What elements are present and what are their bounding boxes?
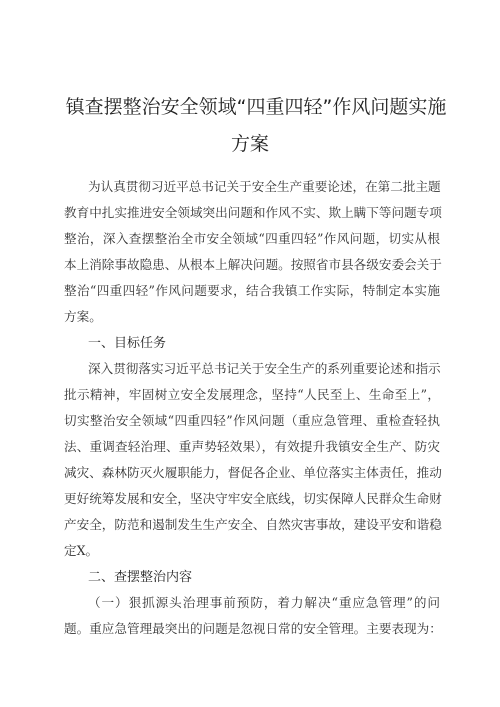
document-title-line-2: 方案: [230, 133, 269, 155]
intro-line: 本上消除事故隐患、从根本上解决问题。按照省市县各级安委会关于: [64, 257, 442, 272]
section1-line: 法、重调查轻治理、重声势轻效果），有效提升我镇安全生产、防灾: [64, 439, 440, 454]
section2-line: 题。重应急管理最突出的问题是忽视日常的安全管理。主要表现为：: [64, 621, 442, 636]
section1-line: 深入贯彻落实习近平总书记关于安全生产的系列重要论述和指示: [88, 361, 441, 376]
section1-line: 产安全，防范和遏制发生生产安全、自然灾害事故，建设平安和谐稳: [64, 517, 442, 532]
intro-line: 为认真贯彻习近平总书记关于安全生产重要论述，在第二批主题: [88, 179, 441, 194]
section1-line: 批示精神，牢固树立安全发展理念，坚持“人民至上、生命至上”，: [64, 387, 440, 402]
document-title-line-1: 镇查摆整治安全领域“四重四轻”作风问题实施: [65, 96, 447, 118]
intro-line: 整治，深入查摆整治全市安全领域“四重四轻”作风问题，切实从根: [64, 231, 440, 246]
section-heading-inspection: 二、查摆整治内容: [88, 570, 193, 585]
section1-line: 切实整治安全领域“四重四轻”作风问题（重应急管理、重检查轻执: [64, 413, 440, 428]
section2-line: （一）狠抓源头治理事前预防，着力解决“重应急管理”的问: [88, 595, 440, 610]
intro-line: 方案。: [64, 309, 102, 324]
section1-line: 减灾、森林防灭火履职能力，督促各企业、单位落实主体责任，推动: [64, 465, 442, 480]
intro-line: 整治“四重四轻”作风问题要求，结合我镇工作实际，特制定本实施: [64, 283, 440, 298]
section-heading-goals: 一、目标任务: [88, 336, 167, 351]
section1-line: 更好统筹发展和安全，坚决守牢安全底线，切实保障人民群众生命财: [64, 491, 442, 506]
intro-line: 教育中扎实推进安全领域突出问题和作风不实、欺上瞒下等问题专项: [64, 205, 442, 220]
section1-line: 定X。: [64, 543, 99, 558]
